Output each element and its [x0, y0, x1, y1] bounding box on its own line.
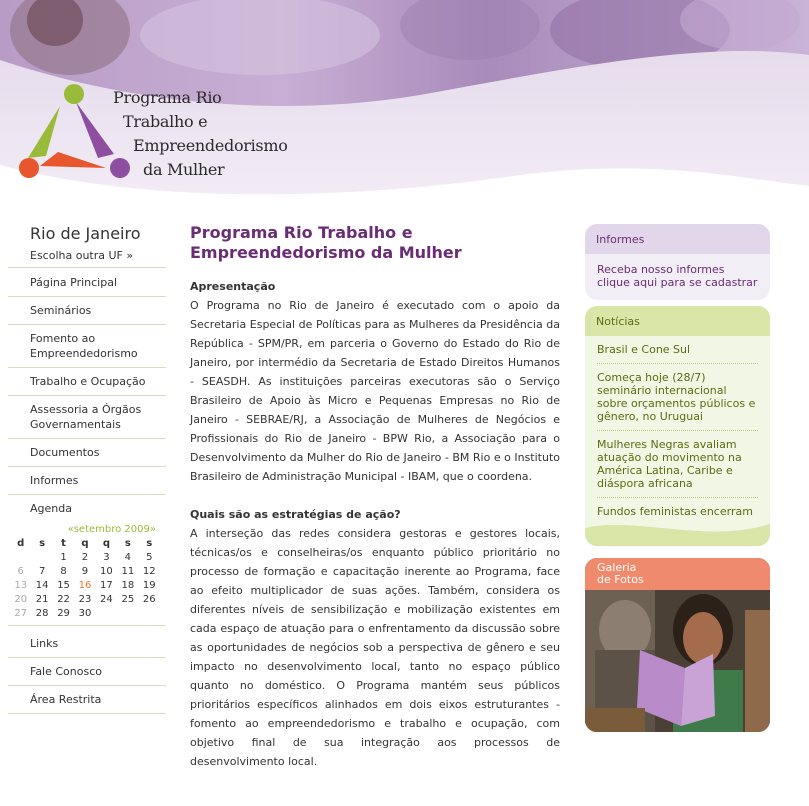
logo-line: Trabalho e — [123, 112, 208, 131]
calendar-day[interactable]: 9 — [81, 565, 89, 577]
calendar-day[interactable]: 17 — [100, 579, 113, 591]
gallery-title-line: de Fotos — [597, 573, 644, 586]
section-text-estrategias: A interseção das redes considera gestoras e gestores locais, técnicas/os e conselheiras/os enquanto público prioritário no processo de formação e capacitação inerente ao Programa, face ao efeito multiplicador de suas ações. Também, considera os diferentes níveis de sensibilização e mobilização existentes em cada espaço de atuação para o enfrentamento da discussão sobre as oportunidades de negócios sob a perspectiva de gênero e seu impacto no desenvolvimento local, tanto no espaço público quanto no doméstico. O Programa mantém seus públicos prioritários específicos alinhados em dois eixos estruturantes - fomento ao empreendedorismo e trabalho e ocupação, com objetivo final de sua integração aos processos de desenvolvimento local. — [190, 527, 560, 768]
calendar-weekday: d — [17, 537, 25, 549]
news-item[interactable]: Brasil e Cone Sul — [597, 343, 691, 356]
calendar-day[interactable]: 20 — [14, 593, 28, 605]
informes-title: Informes — [585, 224, 770, 254]
calendar-weekday: t — [61, 537, 66, 549]
informes-line[interactable]: clique aqui para se cadastrar — [597, 276, 758, 289]
calendar-month-nav[interactable]: «setembro 2009» — [67, 524, 156, 535]
calendar-day[interactable]: 19 — [142, 579, 156, 591]
sidebar-item-fomento[interactable]: Fomento ao Empreendedorismo — [8, 325, 166, 368]
state-title: Rio de Janeiro — [30, 224, 141, 243]
calendar-day — [31, 550, 52, 564]
calendar-day[interactable]: 1 — [60, 551, 67, 563]
calendar-day[interactable]: 6 — [17, 565, 24, 577]
calendar-day[interactable]: 23 — [78, 593, 92, 605]
calendar-weekday: q — [102, 537, 110, 549]
logo-text — [113, 86, 288, 182]
gallery-photo-image[interactable] — [585, 590, 770, 732]
calendar-day[interactable]: 13 — [14, 579, 28, 591]
news-wave-decoration — [585, 516, 770, 546]
news-box — [585, 306, 770, 546]
news-item[interactable]: Mulheres Negras avaliam atuação do movimento na América Latina, Caribe e diáspora africana — [597, 438, 742, 490]
calendar-day[interactable]: 2 — [81, 551, 89, 563]
calendar-weekday: q — [81, 537, 89, 549]
sidebar-secondary — [8, 629, 166, 714]
right-column — [585, 224, 770, 732]
calendar-day[interactable]: 8 — [60, 565, 67, 577]
logo-line: Empreendedorismo — [133, 136, 288, 155]
header-banner — [0, 0, 809, 215]
calendar-day[interactable]: 26 — [142, 593, 156, 605]
news-title: Notícias — [585, 306, 770, 336]
calendar-day[interactable]: 11 — [121, 565, 135, 577]
sidebar-item-trabalho[interactable]: Trabalho e Ocupação — [8, 368, 166, 396]
calendar-day[interactable]: 5 — [146, 551, 153, 563]
calendar-day[interactable]: 16 — [78, 579, 92, 591]
calendar-day — [139, 606, 160, 620]
calendar-day[interactable]: 7 — [38, 565, 46, 577]
calendar-day[interactable]: 4 — [124, 551, 131, 563]
calendar-day[interactable]: 15 — [57, 579, 70, 591]
calendar-day[interactable]: 27 — [14, 607, 28, 619]
calendar-day[interactable]: 29 — [57, 607, 70, 619]
calendar-day[interactable]: 14 — [35, 579, 49, 591]
sidebar-item-area-restrita[interactable]: Área Restrita — [8, 686, 166, 714]
sidebar — [8, 222, 166, 626]
informes-signup-link[interactable] — [585, 254, 770, 289]
calendar-day[interactable]: 21 — [35, 593, 49, 605]
calendar-day[interactable]: 28 — [35, 607, 49, 619]
section-title-estrategias: Quais são as estratégias de ação? — [190, 508, 401, 521]
calendar-weekday: s — [124, 537, 131, 549]
sidebar-item-informes[interactable]: Informes — [8, 467, 166, 495]
logo-line: da Mulher — [143, 160, 225, 179]
informes-box — [585, 224, 770, 300]
calendar-grid — [10, 536, 160, 620]
sidebar-item-pagina-principal[interactable]: Página Principal — [8, 268, 166, 297]
gallery-title-line: Galeria — [597, 561, 637, 574]
calendar-day[interactable]: 22 — [57, 593, 70, 605]
calendar-day[interactable]: 12 — [142, 565, 156, 577]
calendar-day — [10, 550, 31, 564]
calendar-day[interactable]: 25 — [121, 593, 135, 605]
gallery-box[interactable] — [585, 558, 770, 732]
news-item[interactable]: Fundos feministas encerram — [597, 505, 753, 518]
calendar-day[interactable]: 18 — [121, 579, 135, 591]
section-title-apresentacao: Apresentação — [190, 280, 276, 293]
gallery-title[interactable] — [585, 558, 770, 590]
choose-other-uf-link[interactable]: Escolha outra UF » — [8, 246, 166, 268]
news-item[interactable]: Começa hoje (28/7) seminário internacional sobre orçamentos públicos e gênero, no Uruguai — [597, 371, 756, 423]
calendar-day[interactable]: 24 — [100, 593, 113, 605]
calendar-day[interactable]: 10 — [100, 565, 113, 577]
calendar-day — [96, 606, 117, 620]
sidebar-item-assessoria[interactable]: Assessoria a Órgãos Governamentais — [8, 396, 166, 439]
calendar-day — [117, 606, 138, 620]
sidebar-item-agenda[interactable]: Agenda — [30, 502, 72, 515]
sidebar-item-seminarios[interactable]: Seminários — [8, 297, 166, 325]
main-content — [190, 223, 560, 771]
calendar — [8, 523, 166, 626]
sidebar-item-links[interactable]: Links — [8, 629, 166, 658]
calendar-day[interactable]: 3 — [103, 551, 110, 563]
informes-line[interactable]: Receba nosso informes — [597, 263, 725, 276]
sidebar-item-documentos[interactable]: Documentos — [8, 439, 166, 467]
calendar-weekday: s — [39, 537, 46, 549]
page-title: Programa Rio Trabalho e Empreendedorismo da Mulher — [190, 223, 462, 262]
calendar-weekday: s — [146, 537, 153, 549]
section-text-apresentacao: O Programa no Rio de Janeiro é executado com o apoio da Secretaria Especial de Políticas para as Mulheres da Presidência da República - SPM/PR, em parceria o Governo do Estado do Rio de Janeiro, por intermédio da Secretaria de Estado Direitos Humanos - SEASDH. As instituições parceiras executoras são o Serviço Brasileiro de Apoio às Micro e Pequenas Empresas no Rio de Janeiro - SEBRAE/RJ, a Associação de Mulheres de Negócios e Profissionais do Rio de Janeiro - BPW Rio, a Associação para o Desenvolvimento da Mulher do Rio de Janeiro - BM Rio e o Instituto Brasileiro de Administração Municipal - IBAM, que o coordena. — [190, 299, 560, 483]
logo-line: Programa Rio — [113, 88, 222, 107]
calendar-day[interactable]: 30 — [78, 607, 92, 619]
sidebar-item-fale-conosco[interactable]: Fale Conosco — [8, 658, 166, 686]
